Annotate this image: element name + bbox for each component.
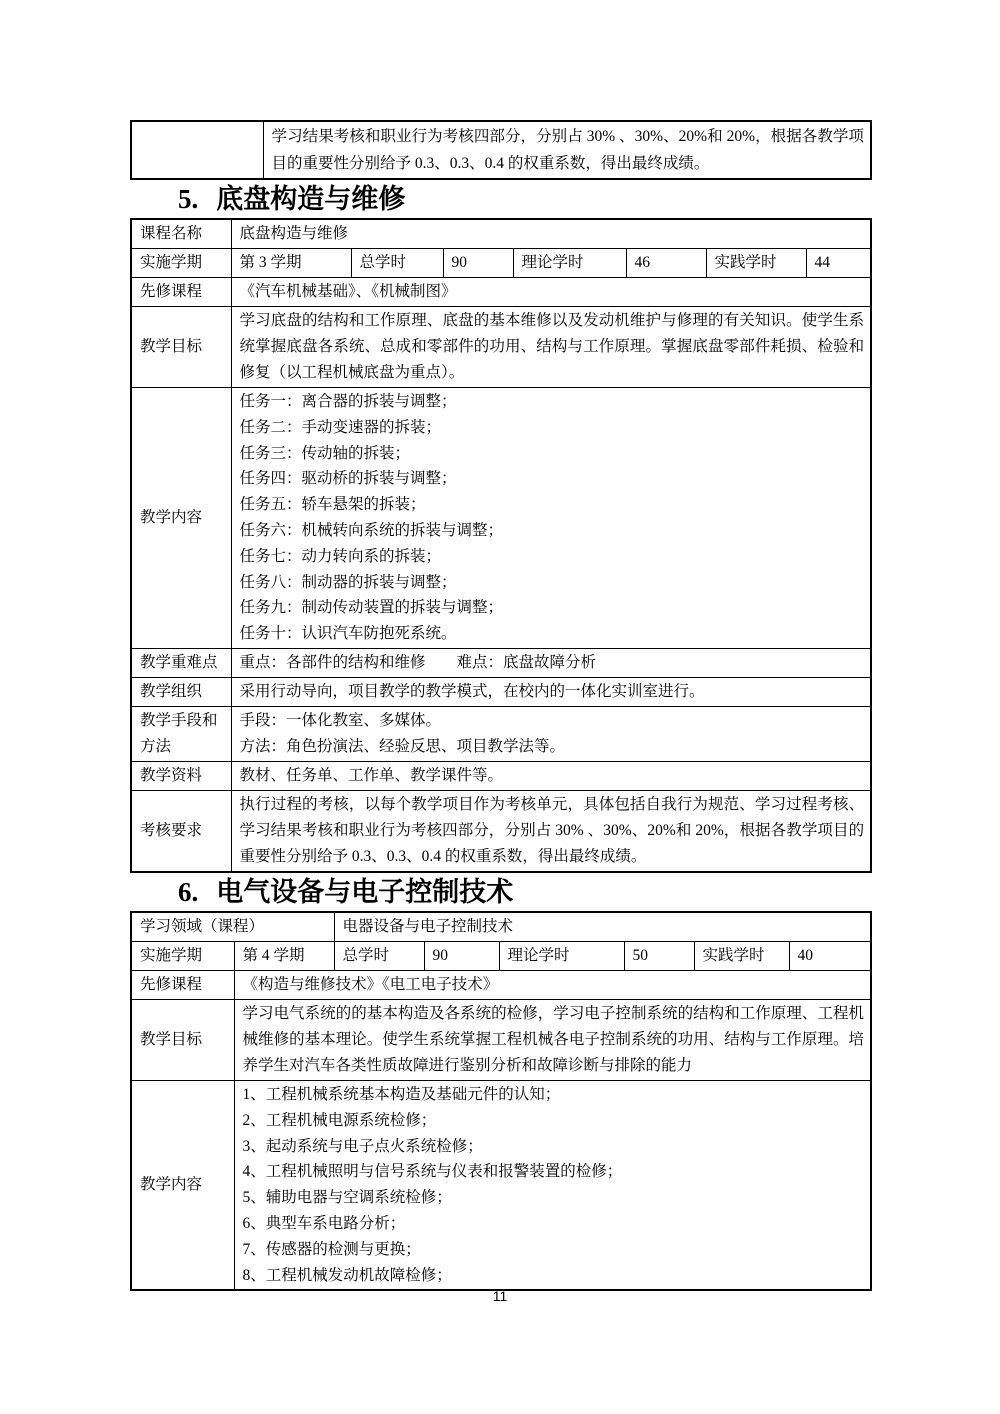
prereq-label: 先修课程 — [131, 970, 234, 999]
key-points-label: 教学重难点 — [131, 648, 231, 677]
practice-hours-label: 实践学时 — [694, 941, 789, 970]
assessment-value: 执行过程的考核，以每个教学项目作为考核单元，具体包括自我行为规范、学习过程考核、学习结果考核和职业行为考核四部分，分别占 30% 、30%、20%和 20%，根据各教学项目的重要性分别给予 0.3、0.3、0.4 的权重系数，得出最终成绩。 — [231, 790, 871, 872]
total-hours-value: 90 — [443, 249, 513, 278]
total-hours-label: 总学时 — [334, 941, 424, 970]
section-5-heading — [178, 184, 870, 214]
objectives-value: 学习电气系统的的基本构造及各系统的检修，学习电子控制系统的结构和工作原理、工程机械维修的基本理论。使学生系统掌握工程机械各电子控制系统的功用、结构与工作原理。培养学生对汽车各类性质故障进行鉴别分析和故障诊断与排除的能力 — [234, 999, 871, 1080]
assessment-label: 考核要求 — [131, 790, 231, 872]
course-name-value: 底盘构造与维修 — [231, 219, 871, 249]
content-label: 教学内容 — [131, 1080, 234, 1290]
table-row — [131, 677, 871, 706]
methods-line: 方法：角色扮演法、经验反思、项目教学法等。 — [239, 737, 566, 755]
content-item: 8、工程机械发动机故障检修； — [242, 1266, 452, 1284]
page-content — [130, 120, 870, 1291]
course-6-table — [130, 911, 872, 1291]
task-item: 任务十：认识汽车防抱死系统。 — [239, 625, 457, 643]
content-item: 4、工程机械照明与信号系统与仪表和报警装置的检修； — [242, 1163, 623, 1181]
task-item: 任务二：手动变速器的拆装； — [239, 418, 442, 436]
table-row — [131, 706, 871, 761]
assessment-continuation-table — [130, 120, 872, 180]
organization-value: 采用行动导向，项目教学的教学模式，在校内的一体化实训室进行。 — [231, 677, 871, 706]
materials-label: 教学资料 — [131, 761, 231, 790]
section-6-heading — [178, 877, 870, 907]
semester-label: 实施学期 — [131, 941, 234, 970]
task-item: 任务三：传动轴的拆装； — [239, 444, 411, 462]
prereq-value: 《汽车机械基础》、《机械制图》 — [231, 278, 871, 307]
content-item: 6、典型车系电路分析； — [242, 1214, 406, 1232]
theory-hours-value: 46 — [626, 249, 706, 278]
theory-hours-label: 理论学时 — [499, 941, 624, 970]
table-row — [131, 941, 871, 970]
organization-label: 教学组织 — [131, 677, 231, 706]
materials-value: 教材、任务单、工作单、教学课件等。 — [231, 761, 871, 790]
task-item: 任务一：离合器的拆装与调整； — [239, 393, 457, 410]
content-item: 7、传感器的检测与更换； — [242, 1240, 421, 1258]
assessment-continuation-text: 学习结果考核和职业行为考核四部分，分别占 30% 、30%、20%和 20%，根据各教学项目的重要性分别给予 0.3、0.3、0.4 的权重系数，得出最终成绩。 — [263, 121, 871, 179]
table-row — [131, 912, 871, 942]
objectives-label: 教学目标 — [131, 307, 231, 388]
table-row — [131, 761, 871, 790]
content-item: 3、起动系统与电子点火系统检修； — [242, 1137, 483, 1155]
table-row — [131, 790, 871, 872]
table-row — [131, 278, 871, 307]
task-item: 任务五：轿车悬架的拆装； — [239, 496, 426, 514]
table-row — [131, 648, 871, 677]
section-6-title: 电气设备与电子控制技术 — [216, 876, 514, 907]
semester-value: 第 4 学期 — [234, 941, 334, 970]
objectives-value: 学习底盘的结构和工作原理、底盘的基本维修以及发动机维护与修理的有关知识。使学生系统掌握底盘各系统、总成和零部件的功用、结构与工作原理。掌握底盘零部件耗损、检验和修复（以工程机械底盘为重点）。 — [231, 307, 871, 388]
content-value — [231, 388, 871, 649]
practice-hours-label: 实践学时 — [706, 249, 806, 278]
course-5-table — [130, 218, 872, 873]
theory-hours-label: 理论学时 — [513, 249, 626, 278]
content-label: 教学内容 — [131, 388, 231, 649]
task-item: 任务四：驱动桥的拆装与调整； — [239, 470, 457, 488]
task-item: 任务七：动力转向系的拆装； — [239, 547, 442, 565]
task-item: 任务九：制动传动装置的拆装与调整； — [239, 599, 504, 617]
section-5-title: 底盘构造与维修 — [216, 184, 406, 214]
empty-label-cell — [131, 121, 263, 179]
objectives-label: 教学目标 — [131, 999, 234, 1080]
domain-value: 电器设备与电子控制技术 — [334, 912, 871, 942]
course-name-label: 课程名称 — [131, 219, 231, 249]
table-row — [131, 1080, 871, 1290]
table-row — [131, 307, 871, 388]
methods-value — [231, 706, 871, 761]
theory-hours-value: 50 — [624, 941, 694, 970]
section-6-number: 6. — [178, 876, 199, 907]
table-row — [131, 219, 871, 249]
task-item: 任务六：机械转向系统的拆装与调整； — [239, 521, 504, 539]
key-points-value: 重点：各部件的结构和维修 难点：底盘故障分析 — [231, 648, 871, 677]
table-row — [131, 999, 871, 1080]
table-row — [131, 121, 871, 179]
prereq-label: 先修课程 — [131, 278, 231, 307]
page-number: 11 — [492, 1288, 508, 1304]
content-value — [234, 1080, 871, 1290]
methods-label: 教学手段和方法 — [131, 706, 231, 761]
semester-value: 第 3 学期 — [231, 249, 351, 278]
practice-hours-value: 40 — [789, 941, 871, 970]
total-hours-value: 90 — [424, 941, 499, 970]
domain-label: 学习领域（课程） — [131, 912, 334, 942]
content-item: 5、辅助电器与空调系统检修； — [242, 1189, 452, 1207]
task-item: 任务八：制动器的拆装与调整； — [239, 573, 457, 591]
methods-line: 手段：一体化教室、多媒体。 — [239, 712, 442, 730]
total-hours-label: 总学时 — [351, 249, 443, 278]
section-5-number: 5. — [178, 184, 199, 214]
table-row — [131, 249, 871, 278]
content-item: 2、工程机械电源系统检修； — [242, 1111, 437, 1129]
table-row — [131, 970, 871, 999]
semester-label: 实施学期 — [131, 249, 231, 278]
practice-hours-value: 44 — [806, 249, 871, 278]
content-item: 1、工程机械系统基本构造及基础元件的认知； — [242, 1085, 561, 1103]
prereq-value: 《构造与维修技术》《电工电子技术》 — [234, 970, 871, 999]
table-row — [131, 388, 871, 649]
